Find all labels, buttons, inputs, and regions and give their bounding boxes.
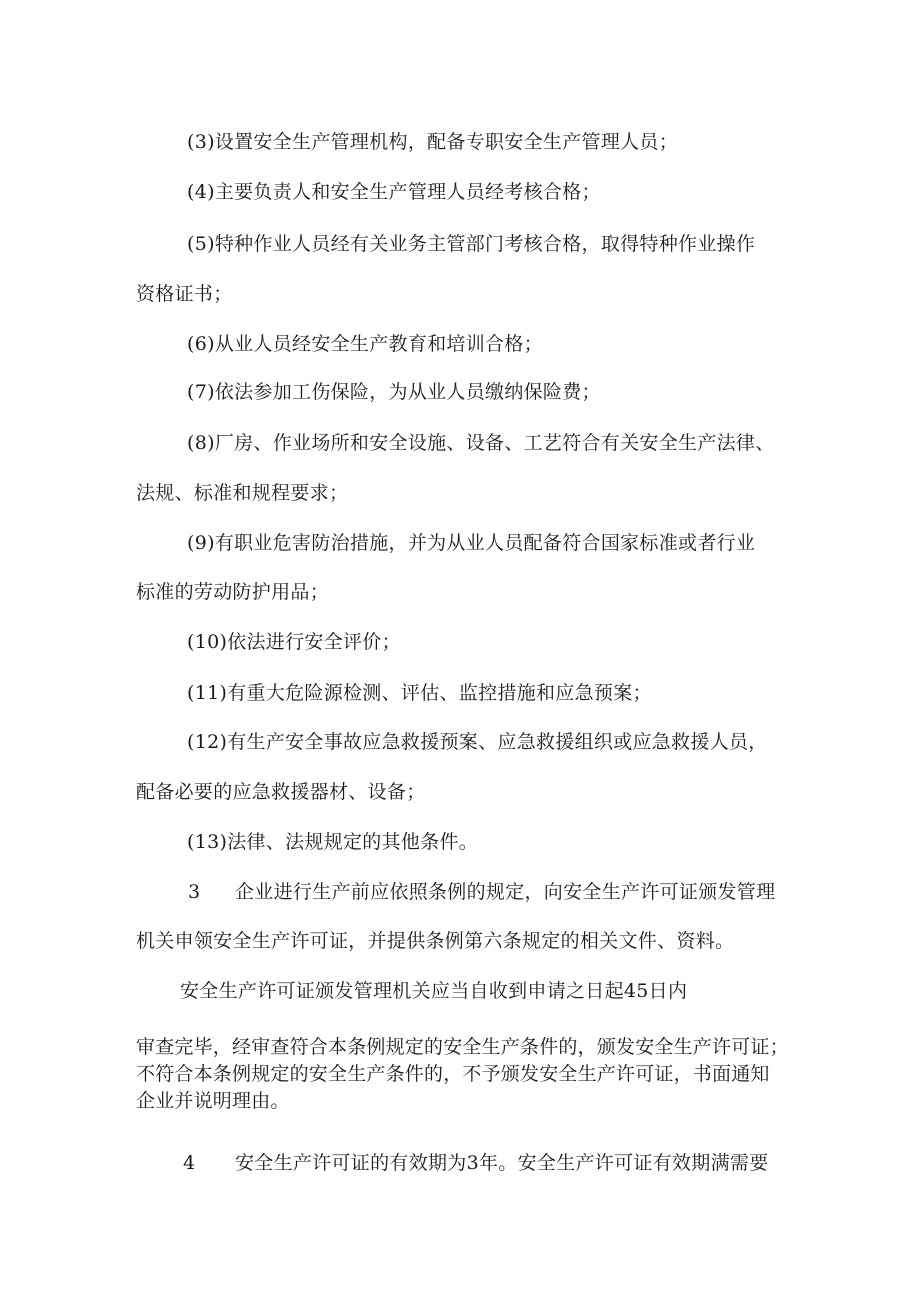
list-item-continuation: 资格证书；	[136, 283, 233, 305]
list-item: (13)法律、法规规定的其他条件。	[187, 831, 479, 853]
list-item: (5)特种作业人员经有关业务主管部门考核合格，取得特种作业操作	[187, 233, 756, 255]
list-item: (6)从业人员经安全生产教育和培训合格；	[187, 333, 543, 355]
paragraph-block	[136, 1034, 796, 1115]
list-item: (9)有职业危害防治措施，并为从业人员配备符合国家标准或者行业	[187, 532, 756, 554]
list-item: (12)有生产安全事故应急救援预案、应急救援组织或应急救援人员，	[187, 731, 768, 753]
clause-text: 机关申领安全生产许可证，并提供条例第六条规定的相关文件、资料。	[136, 930, 735, 952]
clause-text: 安全生产许可证的有效期为3年。安全生产许可证有效期满需要	[235, 1152, 769, 1174]
list-item-continuation: 标准的劳动防护用品；	[136, 581, 330, 603]
list-item: (11)有重大危险源检测、评估、监控措施和应急预案；	[187, 682, 652, 704]
paragraph-text: 安全生产许可证颁发管理机关应当自收到申请之日起45日内	[180, 980, 688, 1002]
list-item-continuation: 配备必要的应急救援器材、设备；	[136, 781, 426, 803]
paragraph-text: 企业并说明理由。	[136, 1090, 290, 1112]
list-item: (4)主要负责人和安全生产管理人员经考核合格；	[187, 181, 601, 203]
list-item: (7)依法参加工伤保险，为从业人员缴纳保险费；	[187, 381, 601, 403]
paragraph-text: 审查完毕，经审查符合本条例规定的安全生产条件的，颁发安全生产许可证；	[136, 1036, 789, 1058]
list-item: (3)设置安全生产管理机构，配备专职安全生产管理人员；	[187, 131, 679, 153]
list-item: (8)厂房、作业场所和安全设施、设备、工艺符合有关安全生产法律、	[187, 432, 775, 454]
clause-number: 3	[188, 881, 201, 903]
clause-number: 4	[183, 1152, 196, 1174]
list-item: (10)依法进行安全评价；	[187, 631, 401, 653]
list-item-continuation: 法规、标准和规程要求；	[136, 482, 349, 504]
clause-text: 企业进行生产前应依照条例的规定，向安全生产许可证颁发管理	[235, 881, 776, 903]
paragraph-text: 不符合本条例规定的安全生产条件的，不予颁发安全生产许可证，书面通知	[136, 1063, 770, 1085]
